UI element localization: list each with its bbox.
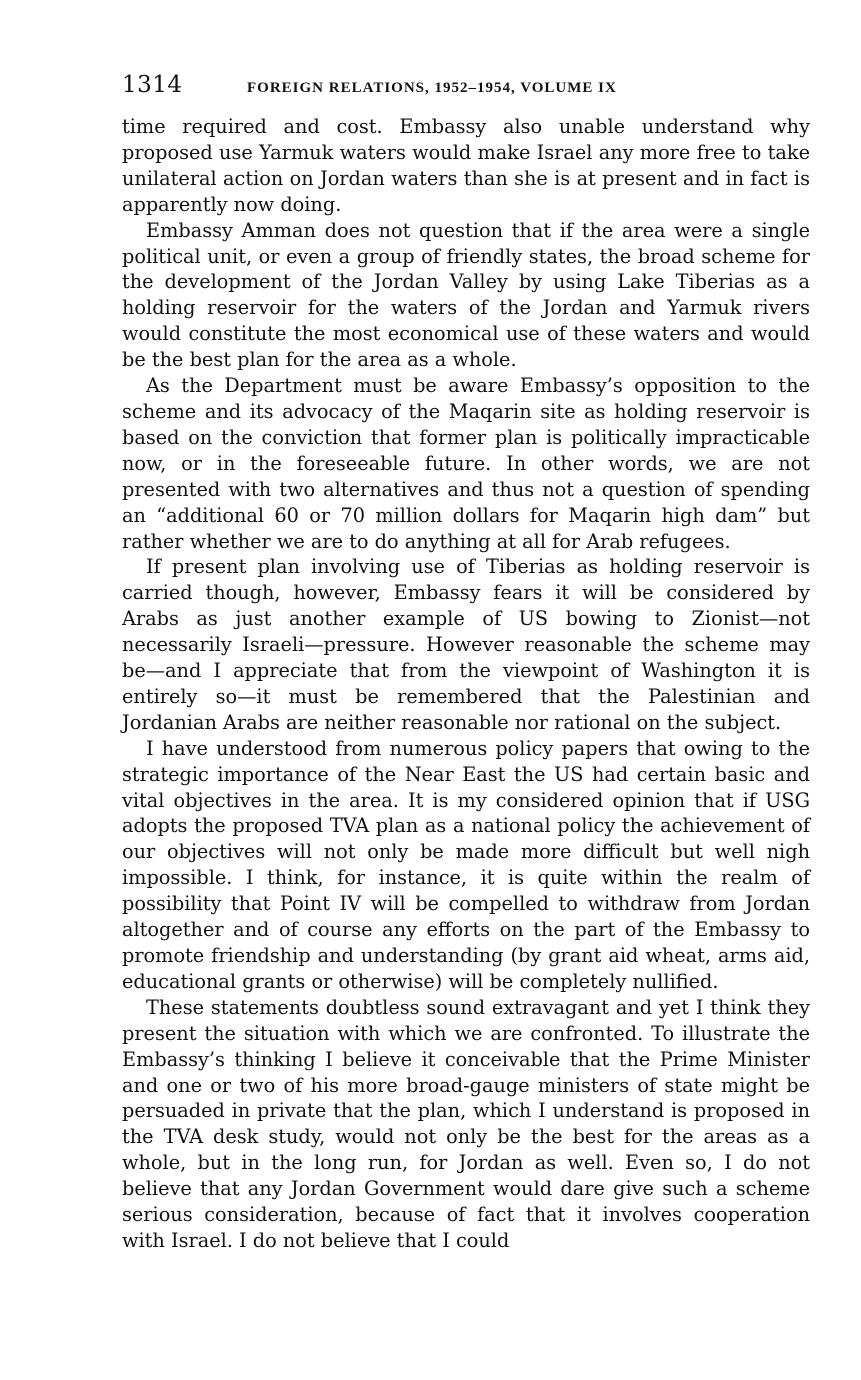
paragraph: I have understood from numerous policy papers that owing to the strategic importance of the Near East the US had certain basic and vital objectives in the area. It is my considered opinion that if USG adopts the proposed TVA plan as a national policy the achievement of our objectives will not only be made more difficult but well nigh impossible. I think, for instance, it is quite within the realm of possibility that Point IV will be compelled to withdraw from Jordan altogether and of course any efforts on the part of the Embassy to promote friendship and understanding (by grant aid wheat, arms aid, educational grants or otherwise) will be completely nullified. [122,736,810,993]
running-head [122,72,810,108]
running-title: FOREIGN RELATIONS, 1952–1954, VOLUME IX [247,80,617,96]
paragraph: These statements doubtless sound extravagant and yet I think they present the situation with which we are confronted. To illustrate the Embassy’s thinking I believe it conceivable that the Prime Minister and one or two of his more broad-gauge ministers of state might be persuaded in private that the plan, which I understand is proposed in the TVA desk study, would not only be the best for the areas as a whole, but in the long run, for Jordan as well. Even so, I do not believe that any Jordan Government would dare give such a scheme serious consideration, because of fact that it involves cooperation with Israel. I do not believe that I could [122,995,810,1252]
paragraph: Embassy Amman does not question that if the area were a single political unit, or even a group of friendly states, the broad scheme for the development of the Jordan Valley by using Lake Tiberias as a holding reservoir for the waters of the Jordan and Yarmuk rivers would constitute the most economical use of these waters and would be the best plan for the area as a whole. [122,218,810,372]
body-text [122,114,810,1254]
paragraph: time required and cost. Embassy also unable understand why proposed use Yarmuk waters would make Israel any more free to take unilateral action on Jordan waters than she is at present and in fact is apparently now doing. [122,115,810,216]
paragraph: As the Department must be aware Embassy’s opposition to the scheme and its advocacy of the Maqarin site as holding reservoir is based on the conviction that former plan is politically impracticable now, or in the foreseeable future. In other words, we are not presented with two alternatives and thus not a question of spending an “additional 60 or 70 million dollars for Maqarin high dam” but rather whether we are to do anything at all for Arab refugees. [122,374,810,553]
paragraph: If present plan involving use of Tiberias as holding reservoir is carried though, however, Embassy fears it will be considered by Arabs as just another example of US bowing to Zionist—not necessarily Israeli—pressure. However reasonable the scheme may be—and I appreciate that from the viewpoint of Washington it is entirely so—it must be remembered that the Palestinian and Jordanian Arabs are neither reasonable nor rational on the subject. [122,555,810,734]
page-number: 1314 [122,72,183,98]
document-page [122,72,810,1254]
